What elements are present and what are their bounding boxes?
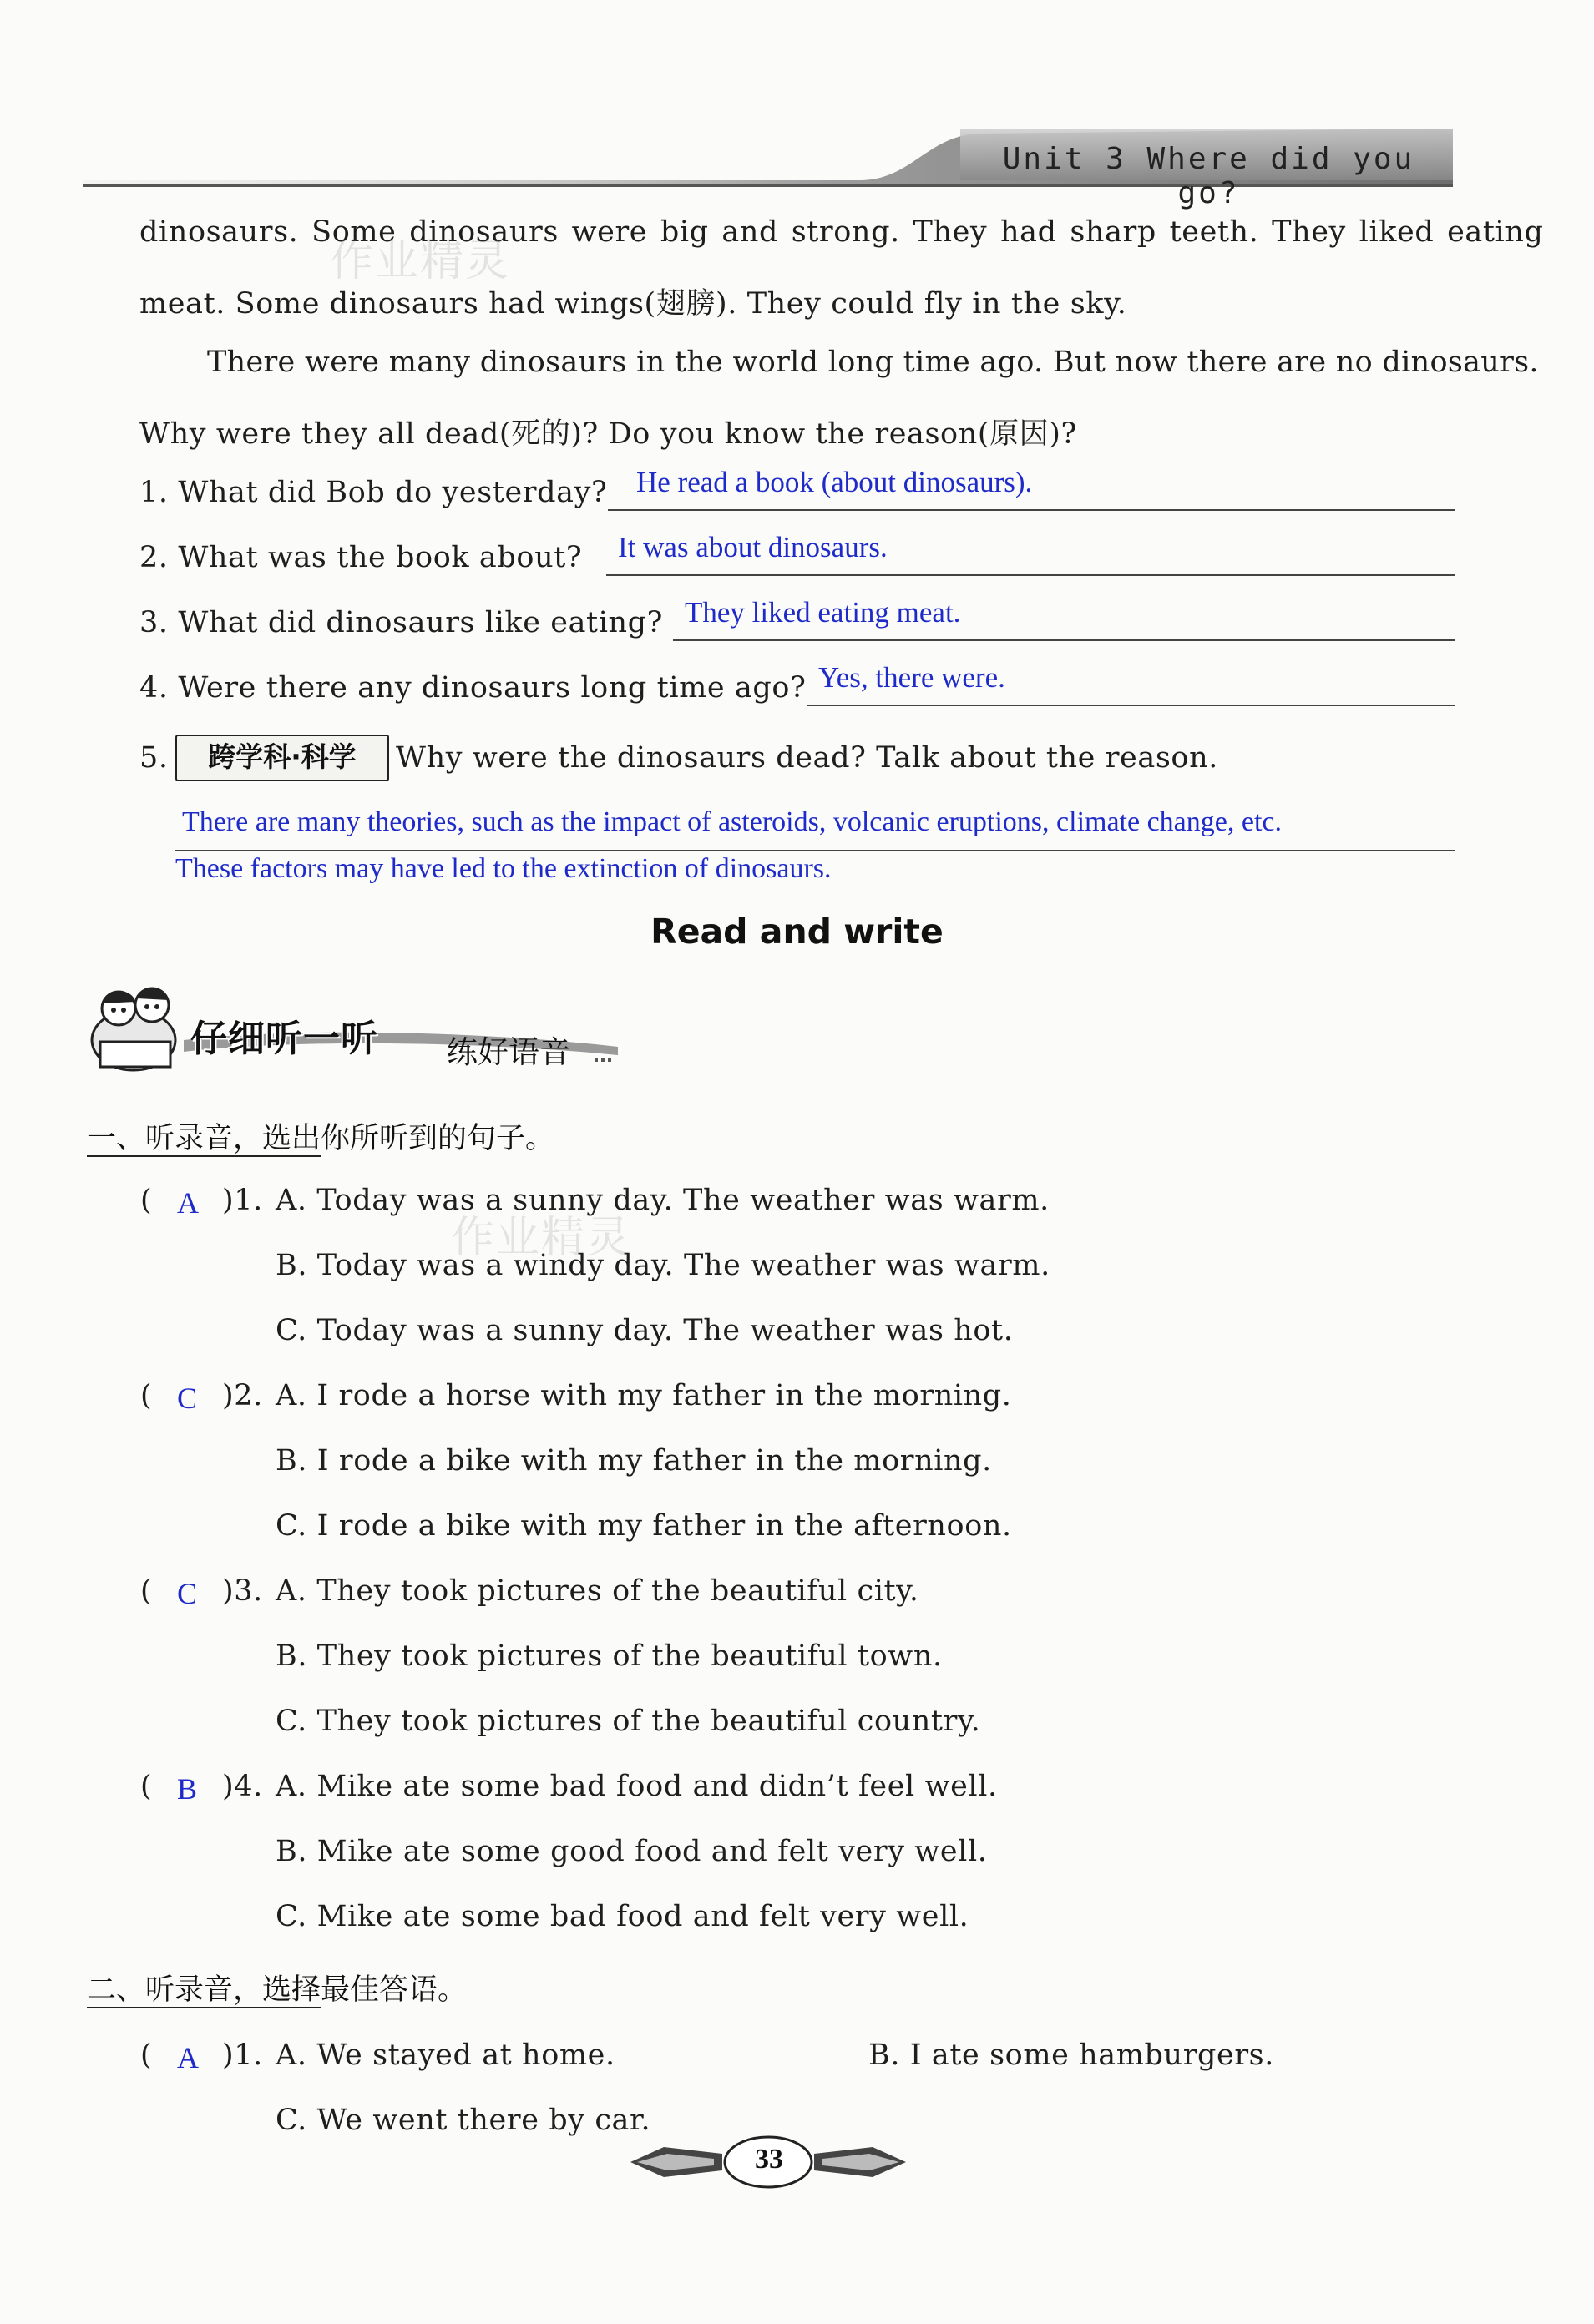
option-c: C. They took pictures of the beautiful country. <box>276 1705 981 1738</box>
part1-title-underlined: 一、听录音，选出 <box>87 1122 321 1155</box>
answer-paren-open: ( <box>140 1184 152 1217</box>
answer-line <box>807 705 1455 706</box>
banner-sub-text: 练好语音 <box>447 1034 570 1070</box>
banner-main-text: 仔细听一听 <box>190 1018 378 1060</box>
answer-paren-open: ( <box>140 1379 152 1412</box>
item-number: )3. <box>222 1574 263 1608</box>
question-4: 4. Were there any dinosaurs long time ago? <box>139 671 807 705</box>
part2-title-underlined: 二、听录音，选择 <box>87 1973 321 2007</box>
option-b: B. I rode a bike with my father in the morning. <box>276 1444 992 1478</box>
option-a: A. They took pictures of the beautiful city. <box>276 1574 919 1608</box>
choice-answer: C <box>177 1382 198 1415</box>
answer-paren-open: ( <box>140 1770 152 1803</box>
option-c: C. We went there by car. <box>276 2104 651 2137</box>
option-a: A. Mike ate some bad food and didn’t feel well. <box>276 1770 998 1803</box>
answer-5-line2: These factors may have led to the extinction of dinosaurs. <box>175 853 832 884</box>
question-2: 2. What was the book about? <box>139 541 583 574</box>
answer-2: It was about dinosaurs. <box>618 531 888 563</box>
option-a: A. I rode a horse with my father in the morning. <box>276 1379 1012 1412</box>
item-number: )4. <box>222 1770 263 1803</box>
part1-title <box>87 1115 554 1157</box>
question-1: 1. What did Bob do yesterday? <box>139 476 608 509</box>
option-c: C. I rode a bike with my father in the afternoon. <box>276 1509 1012 1543</box>
section-title: Read and write <box>650 912 944 952</box>
passage-line: Why were they all dead(死的)? Do you know the reason(原因)? <box>139 417 1077 451</box>
question-3: 3. What did dinosaurs like eating? <box>139 606 664 639</box>
passage-line: There were many dinosaurs in the world long time ago. But now there are no dinosaurs. <box>207 346 1539 379</box>
option-b: B. Mike ate some good food and felt very well. <box>276 1835 988 1868</box>
question-5: Why were the dinosaurs dead? Talk about the reason. <box>396 741 1218 775</box>
page-number: 33 <box>755 2144 783 2175</box>
answer-paren-open: ( <box>140 2039 152 2072</box>
answer-line <box>175 850 1455 851</box>
choice-answer: A <box>177 2041 199 2074</box>
answer-5-line1: There are many theories, such as the impact of asteroids, volcanic eruptions, climate change, etc. <box>182 806 1282 837</box>
part1-title-rest: 你所听到的句子。 <box>321 1122 555 1155</box>
choice-answer: A <box>177 1186 199 1220</box>
option-c: C. Mike ate some bad food and felt very well. <box>276 1900 969 1933</box>
item-number: )1. <box>222 1184 263 1217</box>
choice-answer: B <box>177 1772 198 1806</box>
part2-title-rest: 最佳答语。 <box>321 1973 468 2007</box>
answer-line <box>606 574 1455 576</box>
answer-paren-open: ( <box>140 1574 152 1608</box>
option-c: C. Today was a sunny day. The weather was hot. <box>276 1314 1014 1347</box>
watermark-text: 作业精灵 <box>451 1213 632 1263</box>
option-b: B. They took pictures of the beautiful town. <box>276 1639 943 1673</box>
option-a: A. Today was a sunny day. The weather was warm. <box>276 1184 1050 1217</box>
item-number: )2. <box>222 1379 263 1412</box>
option-b: B. Today was a windy day. The weather was warm. <box>276 1249 1050 1282</box>
watermark-text: 作业精灵 <box>330 236 511 286</box>
answer-3: They liked eating meat. <box>685 596 961 629</box>
passage-line: dinosaurs. Some dinosaurs were big and strong. They had sharp teeth. They liked eating <box>139 215 1544 249</box>
part2-title <box>87 1967 467 2008</box>
answer-4: Yes, there were. <box>818 661 1005 694</box>
answer-1: He read a book (about dinosaurs). <box>636 466 1033 498</box>
option-a: A. We stayed at home. <box>276 2039 615 2072</box>
option-b: B. I ate some hamburgers. <box>868 2039 1274 2072</box>
answer-line <box>673 639 1455 641</box>
unit-title: Unit 3 Where did you go? <box>1002 142 1415 210</box>
choice-answer: C <box>177 1577 198 1610</box>
passage-line: meat. Some dinosaurs had wings(翅膀). They could fly in the sky. <box>139 287 1127 321</box>
item-number: )1. <box>222 2039 263 2072</box>
question-5-number: 5. <box>139 741 169 775</box>
answer-line <box>608 509 1455 511</box>
cross-subject-badge: 跨学科·科学 <box>175 735 389 781</box>
